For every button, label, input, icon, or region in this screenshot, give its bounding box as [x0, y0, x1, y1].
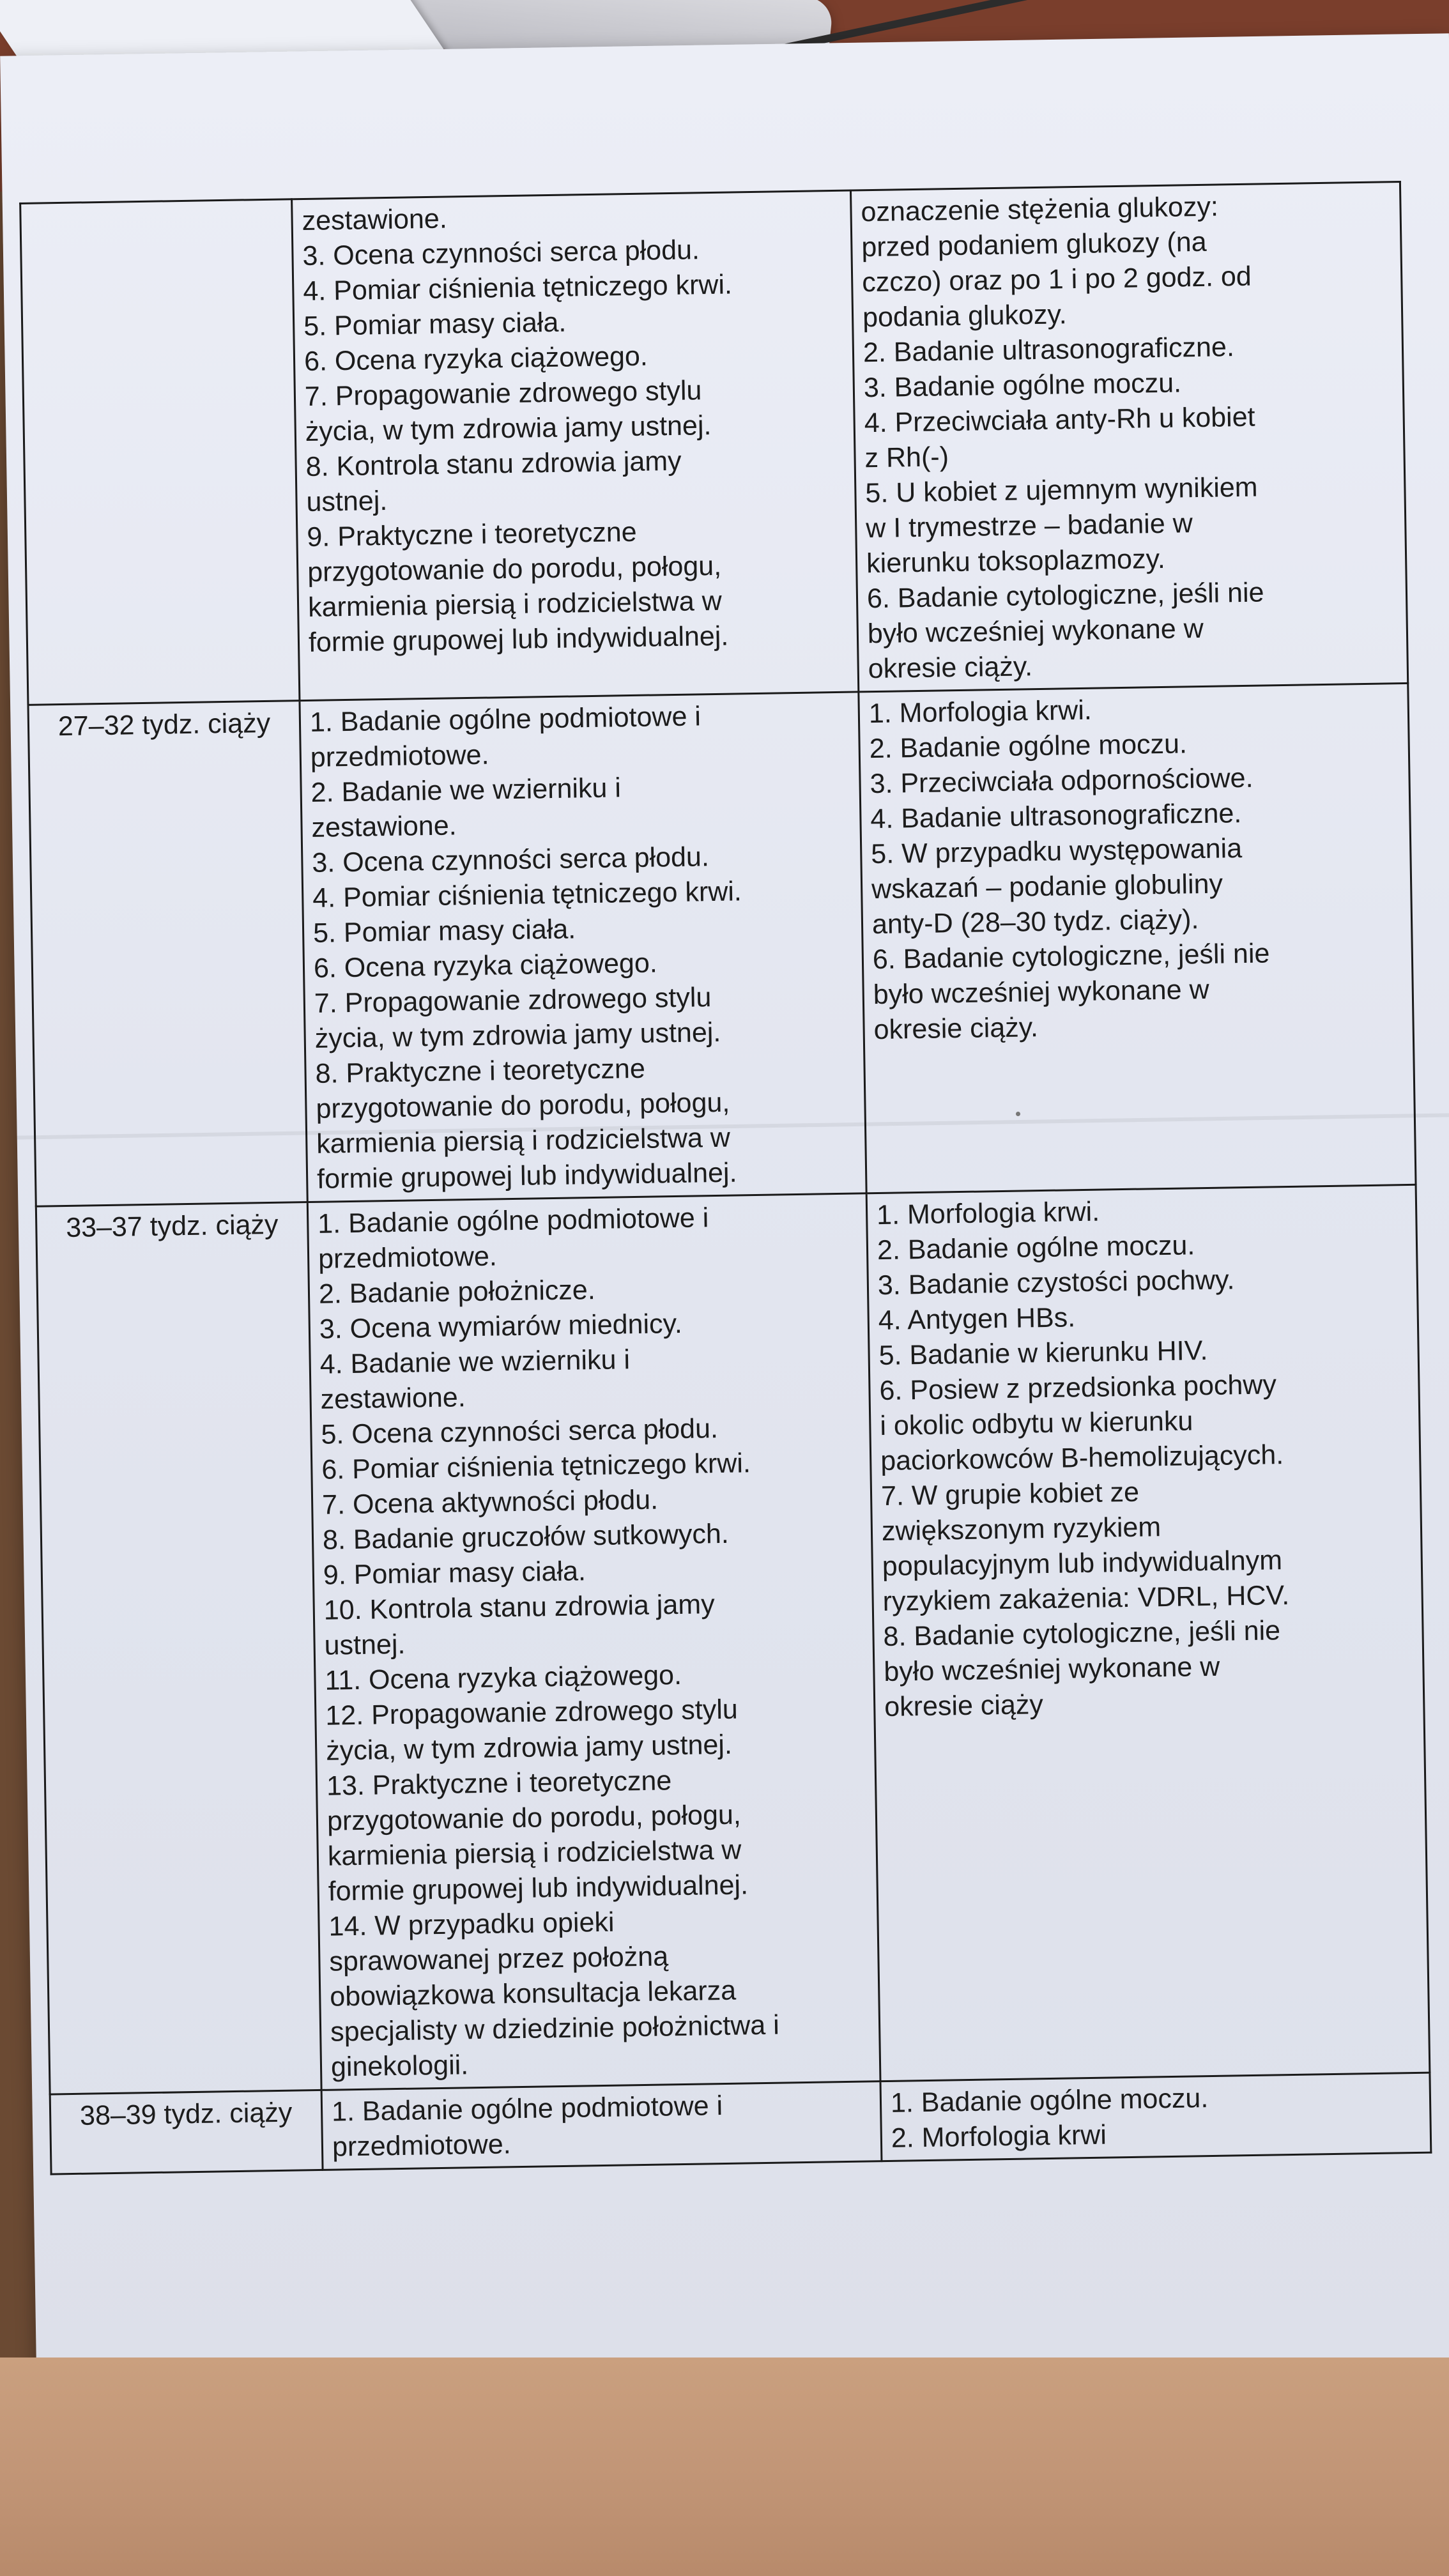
- lab-test-line: oznaczenie stężenia glukozy:: [861, 191, 1219, 228]
- lab-test-line: 4. Badanie ultrasonograficzne.: [870, 798, 1242, 835]
- examination-line: 7. Propagowanie zdrowego stylu: [314, 982, 712, 1019]
- lab-test-line: podania glukozy.: [862, 299, 1068, 334]
- examinations-cell: [300, 692, 866, 1202]
- examination-line: zestawione.: [311, 810, 457, 843]
- lab-test-line: przed podaniem glukozy (na: [861, 226, 1207, 263]
- lab-test-line: okresie ciąży: [884, 1689, 1044, 1722]
- pregnancy-stage-cell: 27–32 tydz. ciąży: [28, 701, 307, 1207]
- table-row: [28, 683, 1416, 1206]
- lab-test-line: 3. Badanie ogólne moczu.: [863, 367, 1182, 404]
- examination-line: 12. Propagowanie zdrowego stylu: [325, 1694, 739, 1731]
- lab-test-line: 5. Badanie w kierunku HIV.: [878, 1335, 1208, 1372]
- examination-line: 6. Ocena ryzyka ciążowego.: [313, 947, 658, 984]
- lab-test-line: 2. Badanie ogólne moczu.: [877, 1230, 1195, 1266]
- table-body: [20, 182, 1431, 2175]
- examination-line: 3. Ocena czynności serca płodu.: [302, 234, 700, 272]
- lab-test-line: kierunku toksoplazmozy.: [866, 543, 1166, 579]
- examination-line: 7. Propagowanie zdrowego stylu: [304, 375, 702, 412]
- examination-line: 11. Ocena ryzyka ciążowego.: [325, 1659, 682, 1696]
- table-row: [20, 182, 1408, 705]
- pregnancy-stage-cell: [20, 199, 300, 705]
- examination-line: przygotowanie do porodu, połogu,: [316, 1087, 730, 1124]
- examination-line: 8. Kontrola stanu zdrowia jamy: [305, 445, 682, 482]
- examination-line: karmienia piersią i rodzicielstwa w: [327, 1834, 742, 1872]
- examination-line: 13. Praktyczne i teoretyczne: [326, 1765, 672, 1802]
- examination-line: przygotowanie do porodu, połogu,: [307, 550, 722, 588]
- lab-test-line: 5. U kobiet z ujemnym wynikiem: [865, 471, 1258, 509]
- examination-line: życia, w tym zdrowia jamy ustnej.: [314, 1016, 721, 1054]
- lab-test-line: wskazań – podanie globuliny: [871, 868, 1223, 905]
- lab-test-line: 6. Badanie cytologiczne, jeśli nie: [866, 577, 1264, 615]
- lab-test-line: 3. Przeciwciała odpornościowe.: [870, 762, 1254, 800]
- lab-test-line: było wcześniej wykonane w: [873, 974, 1209, 1011]
- examination-line: specjalisty w dziedzinie położnictwa i: [330, 2009, 780, 2048]
- examination-line: formie grupowej lub indywidualnej.: [316, 1157, 737, 1195]
- examination-line: ustnej.: [306, 485, 388, 518]
- examination-line: 9. Pomiar masy ciała.: [323, 1556, 586, 1591]
- ink-dot: [1016, 1112, 1020, 1116]
- lab-test-line: i okolic odbytu w kierunku: [880, 1406, 1193, 1442]
- lab-test-line: 4. Antygen HBs.: [878, 1302, 1076, 1337]
- examination-line: 1. Badanie ogólne podmiotowe i: [317, 1202, 709, 1239]
- lab-test-line: 2. Badanie ultrasonograficzne.: [862, 332, 1235, 369]
- examination-line: 1. Badanie ogólne podmiotowe i: [309, 701, 702, 738]
- examinations-cell: [321, 2082, 882, 2170]
- examination-line: karmienia piersią i rodzicielstwa w: [307, 585, 723, 623]
- lab-test-line: 1. Morfologia krwi.: [876, 1196, 1100, 1231]
- examination-line: formie grupowej lub indywidualnej.: [308, 620, 729, 658]
- lab-test-line: było wcześniej wykonane w: [884, 1651, 1220, 1687]
- foreground-skin: [0, 2358, 1449, 2576]
- examination-line: 5. Ocena czynności serca płodu.: [321, 1413, 719, 1450]
- examination-line: 3. Ocena czynności serca płodu.: [312, 841, 710, 878]
- examination-line: formie grupowej lub indywidualnej.: [328, 1869, 749, 1907]
- lab-tests-cell: [859, 683, 1416, 1193]
- lab-test-line: zwiększonym ryzykiem: [881, 1512, 1162, 1547]
- pregnancy-stage-cell: 38–39 tydz. ciąży: [50, 2090, 323, 2174]
- examination-line: 5. Pomiar masy ciała.: [312, 914, 576, 949]
- lab-test-line: czczo) oraz po 1 i po 2 godz. od: [861, 261, 1252, 298]
- lab-test-line: 1. Badanie ogólne moczu.: [890, 2083, 1209, 2119]
- examination-line: przedmiotowe.: [310, 739, 489, 773]
- examination-line: 14. W przypadku opieki: [328, 1906, 615, 1942]
- lab-test-line: 3. Badanie czystości pochwy.: [877, 1264, 1235, 1301]
- lab-test-line: 2. Badanie ogólne moczu.: [869, 728, 1188, 765]
- prenatal-care-table-wrapper: [19, 181, 1430, 2175]
- examination-line: 6. Pomiar ciśnienia tętniczego krwi.: [321, 1448, 751, 1485]
- lab-tests-cell: [866, 1184, 1430, 2081]
- examination-line: przedmiotowe.: [332, 2129, 511, 2163]
- lab-test-line: paciorkowców B-hemolizujących.: [880, 1439, 1284, 1477]
- lab-test-line: okresie ciąży.: [868, 651, 1033, 685]
- lab-test-line: populacyjnym lub indywidualnym: [882, 1545, 1283, 1583]
- lab-test-line: anty-D (28–30 tydz. ciąży).: [871, 904, 1199, 940]
- lab-test-line: 6. Badanie cytologiczne, jeśli nie: [872, 938, 1270, 976]
- examination-line: ustnej.: [324, 1629, 406, 1661]
- examination-line: sprawowanej przez położną: [329, 1941, 669, 1977]
- examination-line: 6. Ocena ryzyka ciążowego.: [303, 341, 648, 377]
- examination-line: obowiązkowa konsultacja lekarza: [329, 1975, 737, 2012]
- lab-test-line: 6. Posiew z przedsionka pochwy: [879, 1369, 1277, 1407]
- lab-test-line: 4. Przeciwciała anty-Rh u kobiet: [864, 401, 1255, 439]
- examination-line: zestawione.: [320, 1382, 466, 1415]
- prenatal-care-table: [19, 181, 1432, 2175]
- lab-test-line: okresie ciąży.: [873, 1012, 1039, 1046]
- examination-line: 8. Badanie gruczołów sutkowych.: [322, 1518, 730, 1556]
- examination-line: 4. Badanie we wzierniku i: [319, 1344, 631, 1380]
- examination-line: 5. Pomiar masy ciała.: [303, 307, 567, 342]
- lab-test-line: 8. Badanie cytologiczne, jeśli nie: [883, 1615, 1281, 1652]
- pregnancy-stage-cell: 33–37 tydz. ciąży: [36, 1202, 321, 2095]
- examination-line: 8. Praktyczne i teoretyczne: [315, 1053, 646, 1089]
- lab-test-line: 7. W grupie kobiet ze: [880, 1476, 1140, 1512]
- examination-line: życia, w tym zdrowia jamy ustnej.: [305, 410, 712, 447]
- lab-test-line: 5. W przypadku występowania: [870, 833, 1243, 870]
- table-row: [36, 1184, 1430, 2094]
- examination-line: ginekologii.: [330, 2050, 469, 2083]
- lab-test-line: było wcześniej wykonane w: [867, 613, 1204, 650]
- examination-line: 2. Badanie położnicze.: [318, 1275, 596, 1310]
- examination-line: 4. Pomiar ciśnienia tętniczego krwi.: [312, 876, 742, 914]
- lab-tests-cell: [850, 182, 1407, 692]
- lab-test-line: z Rh(-): [864, 441, 949, 474]
- examination-line: 3. Ocena wymiarów miednicy.: [319, 1308, 683, 1345]
- examination-line: zestawione.: [302, 203, 448, 237]
- lab-test-line: 2. Morfologia krwi: [891, 2119, 1107, 2154]
- examination-line: 9. Praktyczne i teoretyczne: [307, 516, 637, 553]
- examination-line: przygotowanie do porodu, połogu,: [326, 1799, 742, 1837]
- lab-test-line: w I trymestrze – badanie w: [865, 508, 1193, 544]
- examination-line: 4. Pomiar ciśnienia tętniczego krwi.: [302, 269, 733, 307]
- examination-line: 10. Kontrola stanu zdrowia jamy: [323, 1589, 715, 1626]
- examinations-cell: [307, 1193, 880, 2090]
- examination-line: karmienia piersią i rodzicielstwa w: [316, 1122, 731, 1160]
- lab-test-line: 1. Morfologia krwi.: [868, 694, 1092, 730]
- lab-tests-cell: [880, 2073, 1431, 2161]
- examination-line: przedmiotowe.: [318, 1241, 498, 1275]
- examination-line: 2. Badanie we wzierniku i: [310, 772, 622, 808]
- examinations-cell: [292, 190, 859, 701]
- lab-test-line: ryzykiem zakażenia: VDRL, HCV.: [882, 1580, 1290, 1618]
- examination-line: 1. Badanie ogólne podmiotowe i: [331, 2090, 723, 2128]
- examination-line: 7. Ocena aktywności płodu.: [321, 1484, 659, 1521]
- examination-line: życia, w tym zdrowia jamy ustnej.: [325, 1729, 733, 1767]
